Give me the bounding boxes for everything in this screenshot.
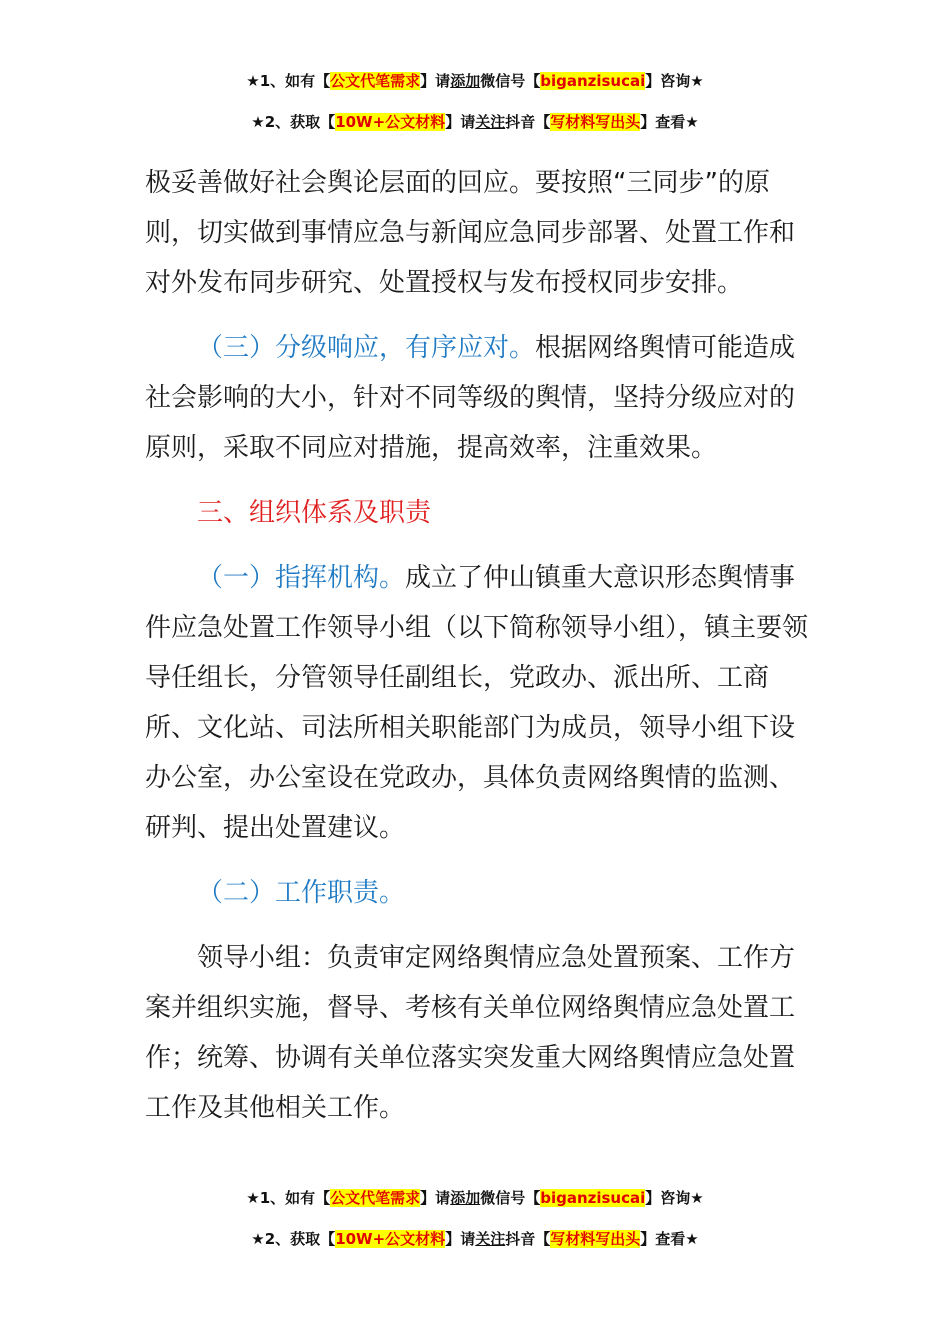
banner-wechat-id: biganzisucai	[540, 72, 646, 90]
banner-douyin-id: 写材料写出头	[550, 113, 641, 131]
banner-highlight: 公文代笔需求	[330, 1189, 421, 1207]
banner-wechat-id: biganzisucai	[540, 1189, 646, 1207]
footer-banner-line-2	[0, 1228, 950, 1249]
banner-underlined: 关注	[475, 1230, 506, 1248]
banner-text: 】咨询★	[645, 1189, 704, 1207]
paragraph-command-structure	[145, 553, 810, 853]
paragraph-text: 成立了仲山镇重大意识形态舆情事件应急处置工作领导小组（以下简称领导小组），镇主要领导任组长，分管领导任副组长，党政办、派出所、工商所、文化站、司法所相关职能部门为成员，领导小组下设办公室，办公室设在党政办，具体负责网络舆情的监测、研判、提出处置建议。	[145, 563, 809, 843]
banner-text: 抖音【	[505, 1230, 551, 1248]
banner-text: 】咨询★	[645, 72, 704, 90]
banner-highlight: 10W+公文材料	[335, 113, 446, 131]
paragraph-text: 根据网络舆情可能造成社会影响的大小，针对不同等级的舆情，坚持分级应对的原则，采取不同应对措施，提高效率，注重效果。	[145, 333, 796, 463]
subheading-duties: （二）工作职责。	[197, 878, 406, 908]
subheading-command-structure: （一）指挥机构。	[197, 563, 406, 593]
subheading-graded-response: （三）分级响应，有序应对。	[197, 333, 536, 363]
header-banner-line-2	[0, 111, 950, 132]
banner-underlined: 关注	[475, 113, 506, 131]
banner-text: 】请	[445, 1230, 476, 1248]
section-title-organization: 三、组织体系及职责	[197, 498, 432, 528]
banner-text: ★1、如有【	[246, 1189, 331, 1207]
banner-text: 抖音【	[505, 113, 551, 131]
banner-highlight: 公文代笔需求	[330, 72, 421, 90]
banner-text: ★1、如有【	[246, 72, 331, 90]
footer-banner-line-1	[0, 1187, 950, 1208]
banner-text: 】查看★	[640, 1230, 699, 1248]
banner-text: ★2、获取【	[251, 113, 336, 131]
banner-text: 微信号【	[480, 1189, 541, 1207]
banner-text: 微信号【	[480, 72, 541, 90]
paragraph-leading-group-duties: 领导小组：负责审定网络舆情应急处置预案、工作方案并组织实施，督导、考核有关单位网络舆情应急处置工作；统筹、协调有关单位落实突发重大网络舆情应急处置工作及其他相关工作。	[145, 943, 796, 1123]
banner-underlined: 添加	[450, 72, 481, 90]
paragraph-continuation: 极妥善做好社会舆论层面的回应。要按照“三同步”的原则，切实做到事情应急与新闻应急同步部署、处置工作和对外发布同步研究、处置授权与发布授权同步安排。	[145, 168, 796, 298]
banner-text: 】请	[445, 113, 476, 131]
banner-douyin-id: 写材料写出头	[550, 1230, 641, 1248]
paragraph-graded-response	[145, 323, 810, 473]
banner-text: 】请	[420, 1189, 451, 1207]
banner-text: ★2、获取【	[251, 1230, 336, 1248]
banner-underlined: 添加	[450, 1189, 481, 1207]
banner-text: 】查看★	[640, 113, 699, 131]
banner-highlight: 10W+公文材料	[335, 1230, 446, 1248]
banner-text: 】请	[420, 72, 451, 90]
header-banner-line-1	[0, 70, 950, 91]
